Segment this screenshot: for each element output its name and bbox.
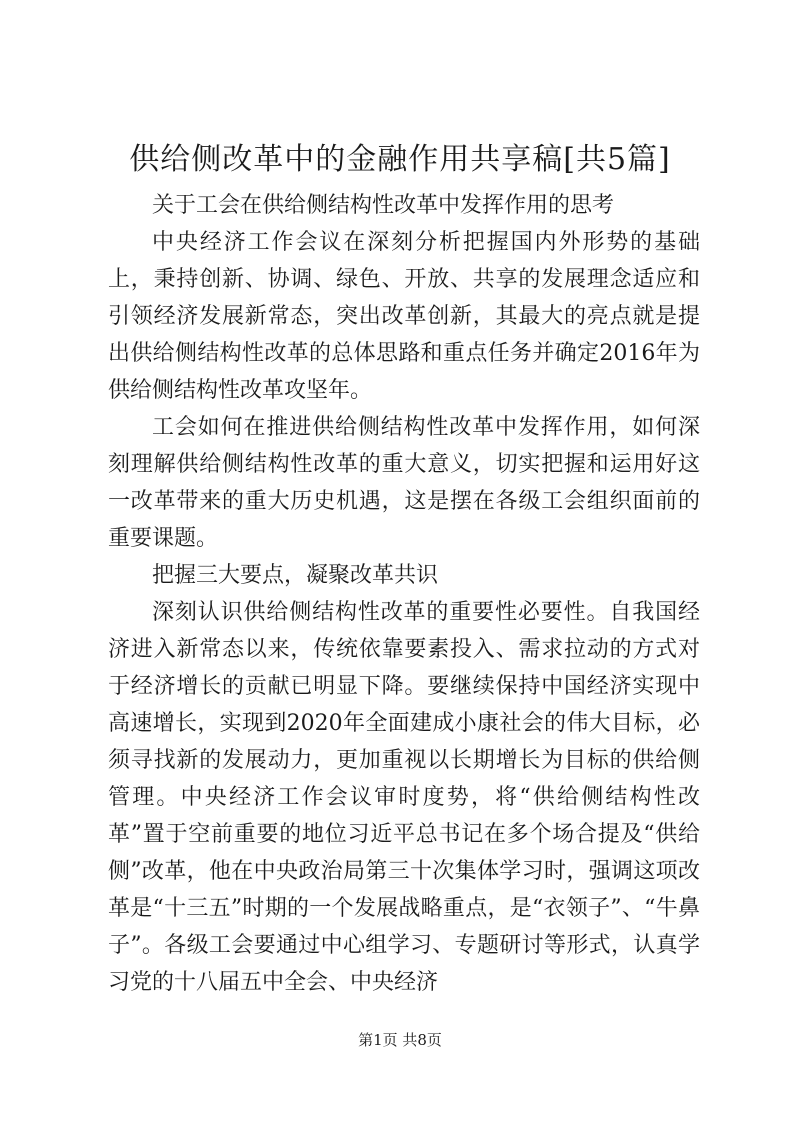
document-body	[108, 187, 700, 1001]
body-paragraph: 深刻认识供给侧结构性改革的重要性必要性。自我国经济进入新常态以来，传统依靠要素投入、需求拉动的方式对于经济增长的贡献已明显下降。要继续保持中国经济实现中高速增长，实现到2020年全面建成小康社会的伟大目标，必须寻找新的发展动力，更加重视以长期增长为目标的供给侧管理。中央经济工作会议审时度势，将“供给侧结构性改革”置于空前重要的地位习近平总书记在多个场合提及“供给侧”改革，他在中央政治局第三十次集体学习时，强调这项改革是“十三五”时期的一个发展战略重点，是“衣领子”、“牛鼻子”。各级工会要通过中心组学习、专题研讨等形式，认真学习党的十八届五中全会、中央经济	[108, 600, 700, 995]
section-heading-paragraph: 关于工会在供给侧结构性改革中发挥作用的思考	[152, 193, 615, 218]
document-title: 供给侧改革中的金融作用共享稿[共5篇]	[129, 142, 671, 177]
section-heading-paragraph: 把握三大要点，凝聚改革共识	[152, 563, 439, 588]
body-paragraph: 中央经济工作会议在深刻分析把握国内外形势的基础上，秉持创新、协调、绿色、开放、共享的发展理念适应和引领经济发展新常态，突出改革创新，其最大的亮点就是提出供给侧结构性改革的总体思路和重点任务并确定2016年为供给侧结构性改革攻坚年。	[108, 230, 700, 403]
body-paragraph: 工会如何在推进供给侧结构性改革中发挥作用，如何深刻理解供给侧结构性改革的重大意义，切实把握和运用好这一改革带来的重大历史机遇，这是摆在各级工会组织面前的重要课题。	[108, 415, 700, 551]
page-number-footer: 第1页 共8页	[358, 1031, 442, 1049]
